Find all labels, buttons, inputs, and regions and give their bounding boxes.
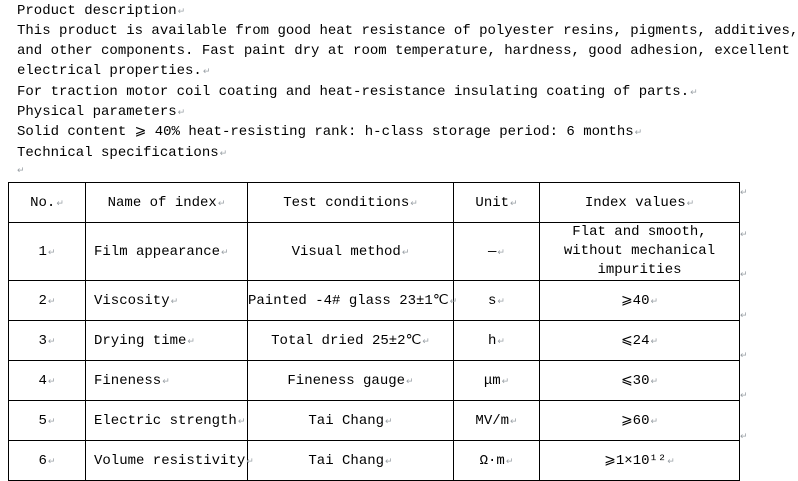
header-no (9, 183, 86, 223)
row-end-mark: ↵ (740, 188, 748, 198)
table-row (9, 281, 740, 321)
paragraph-mark: ↵ (401, 247, 410, 258)
cell-no (9, 401, 86, 441)
heading-text: Product description (17, 3, 177, 19)
cell-unit (454, 361, 540, 401)
heading-text: Technical specifications (17, 145, 219, 161)
paragraph-mark: ↵ (385, 416, 393, 427)
row-end-mark: ↵ (740, 230, 748, 240)
description-line-3 (17, 61, 210, 82)
paragraph-mark: ↵ (650, 417, 659, 427)
paragraph-mark: ↵ (56, 198, 64, 209)
cell-test (248, 223, 454, 281)
cell-name-text: Electric strength (94, 412, 237, 429)
cell-no (9, 321, 86, 361)
heading-product-description (17, 1, 185, 22)
cell-unit-text: MV/m (475, 412, 510, 429)
paragraph-mark: ↵ (47, 296, 56, 307)
paragraph-mark: ↵ (505, 456, 514, 467)
cell-name-text: Volume resistivity (94, 452, 246, 469)
cell-value-text: Flat and smooth, without mechanical impurities (563, 224, 716, 278)
description-line-1 (17, 21, 798, 41)
header-unit-text: Unit (475, 194, 510, 211)
paragraph-mark: ↵ (221, 247, 229, 258)
cell-no (9, 281, 86, 321)
cell-name (86, 321, 248, 361)
cell-no-text: 5 (38, 412, 47, 429)
description-text: electrical properties. (17, 63, 202, 79)
cell-name (86, 441, 254, 481)
cell-value (540, 281, 740, 321)
cell-value (540, 361, 740, 401)
cell-name (86, 223, 248, 281)
paragraph-mark: ↵ (510, 416, 518, 427)
paragraph-mark: ↵ (47, 456, 56, 467)
cell-unit (454, 321, 540, 361)
usage-text: For traction motor coil coating and heat-resistance insulating coating of parts. (17, 84, 690, 100)
cell-test-text: Visual method (291, 243, 401, 260)
paragraph-mark: ↵ (202, 67, 211, 77)
paragraph-mark: ↵ (246, 456, 254, 467)
paragraph-mark: ↵ (237, 416, 246, 427)
cell-no-text: 2 (38, 292, 47, 309)
heading-technical-specifications (17, 143, 227, 164)
paragraph-mark: ↵ (162, 376, 170, 387)
cell-unit-text: — (488, 243, 497, 260)
paragraph-mark: ↵ (177, 7, 186, 17)
header-unit (454, 183, 540, 223)
cell-test-text: Tai Chang (308, 452, 385, 469)
paragraph-mark: ↵ (385, 456, 393, 467)
paragraph-mark: ↵ (510, 198, 518, 209)
paragraph-mark: ↵ (47, 376, 56, 387)
paragraph-mark: ↵ (422, 337, 430, 347)
row-end-mark: ↵ (740, 432, 748, 442)
cell-test-text: Tai Chang (308, 412, 385, 429)
row-end-mark: ↵ (740, 351, 748, 361)
header-name (86, 183, 248, 223)
cell-value-text: ⩽24 (620, 333, 650, 349)
cell-no-text: 3 (38, 332, 47, 349)
paragraph-mark: ↵ (634, 128, 643, 138)
cell-test (248, 281, 458, 321)
paragraph-mark: ↵ (497, 296, 505, 307)
paragraph-mark: ↵ (650, 297, 659, 307)
header-name-text: Name of index (107, 194, 217, 211)
row-end-mark: ↵ (740, 391, 748, 401)
description-line-2 (17, 41, 790, 61)
cell-unit (454, 223, 540, 281)
row-end-mark: ↵ (740, 270, 748, 280)
cell-value-text: ⩾60 (620, 413, 650, 429)
cell-value (540, 321, 740, 361)
paragraph-mark: ↵ (187, 336, 195, 347)
paragraph-mark: ↵ (219, 149, 228, 159)
cell-name-text: Drying time (94, 332, 187, 349)
paragraph-mark: ↵ (17, 166, 25, 176)
paragraph-mark: ↵ (47, 416, 56, 427)
heading-physical-parameters (17, 102, 185, 123)
cell-unit-text: μm (483, 372, 501, 389)
cell-value (540, 441, 740, 481)
cell-no (9, 361, 86, 401)
table-row (9, 401, 740, 441)
paragraph-mark: ↵ (497, 247, 505, 258)
usage-line (17, 82, 698, 103)
cell-unit (454, 281, 540, 321)
description-text: and other components. Fast paint dry at room temperature, hardness, good adhesion, excellent (17, 43, 790, 59)
cell-test (248, 401, 454, 441)
cell-name-text: Film appearance (94, 243, 221, 260)
header-no-text: No. (30, 194, 56, 211)
cell-no-text: 6 (38, 452, 47, 469)
header-test (248, 183, 454, 223)
cell-value-text: ⩾1×10¹² (604, 453, 667, 469)
cell-name (86, 361, 248, 401)
cell-unit-text: h (488, 332, 497, 349)
header-test-text: Test conditions (283, 194, 410, 211)
row-end-mark: ↵ (740, 311, 748, 321)
cell-value-text: ⩽30 (620, 373, 650, 389)
paragraph-mark: ↵ (410, 198, 418, 209)
cell-unit (454, 401, 540, 441)
cell-test-text: Total dried 25±2℃ (271, 333, 422, 349)
cell-test (248, 441, 454, 481)
paragraph-mark: ↵ (177, 108, 186, 118)
paragraph-mark: ↵ (47, 247, 56, 258)
paragraph-mark: ↵ (217, 198, 226, 209)
table-row (9, 223, 740, 281)
table-row (9, 441, 740, 481)
paragraph-mark: ↵ (449, 297, 458, 307)
paragraph-mark: ↵ (406, 376, 414, 387)
paragraph-mark: ↵ (497, 336, 505, 347)
cell-name-text: Fineness (94, 372, 162, 389)
table-header-row (9, 183, 740, 223)
cell-no-text: 1 (38, 243, 47, 260)
cell-test-text: Fineness gauge (287, 372, 406, 389)
cell-no (9, 223, 86, 281)
paragraph-mark: ↵ (650, 377, 659, 387)
paragraph-mark: ↵ (170, 296, 179, 307)
paragraph-mark: ↵ (650, 337, 659, 347)
technical-specifications-table (8, 182, 740, 481)
paragraph-mark: ↵ (501, 376, 510, 387)
paragraph-mark: ↵ (667, 457, 675, 467)
physical-parameters-line (17, 122, 642, 143)
cell-unit (454, 441, 540, 481)
cell-unit-text: Ω·m (479, 452, 505, 469)
cell-test (248, 321, 454, 361)
header-value (540, 183, 740, 223)
cell-name (86, 401, 248, 441)
cell-name-text: Viscosity (94, 292, 170, 309)
paragraph-mark: ↵ (686, 198, 695, 209)
cell-unit-text: s (488, 292, 497, 309)
cell-no-text: 4 (38, 372, 47, 389)
cell-test (248, 361, 454, 401)
description-text: This product is available from good heat resistance of polyester resins, pigments, additives, (17, 23, 798, 39)
table-row (9, 361, 740, 401)
parameters-text: Solid content ⩾ 40% heat-resisting rank: h-class storage period: 6 months (17, 124, 634, 140)
table-row (9, 321, 740, 361)
cell-test-text: Painted -4# glass 23±1℃ (248, 293, 449, 309)
paragraph-mark: ↵ (47, 336, 56, 347)
cell-name (86, 281, 248, 321)
heading-text: Physical parameters (17, 104, 177, 120)
cell-value (540, 401, 740, 441)
cell-no (9, 441, 86, 481)
cell-value-text: ⩾40 (620, 293, 650, 309)
cell-value (540, 223, 740, 281)
header-value-text: Index values (584, 194, 686, 211)
paragraph-mark: ↵ (690, 88, 698, 98)
